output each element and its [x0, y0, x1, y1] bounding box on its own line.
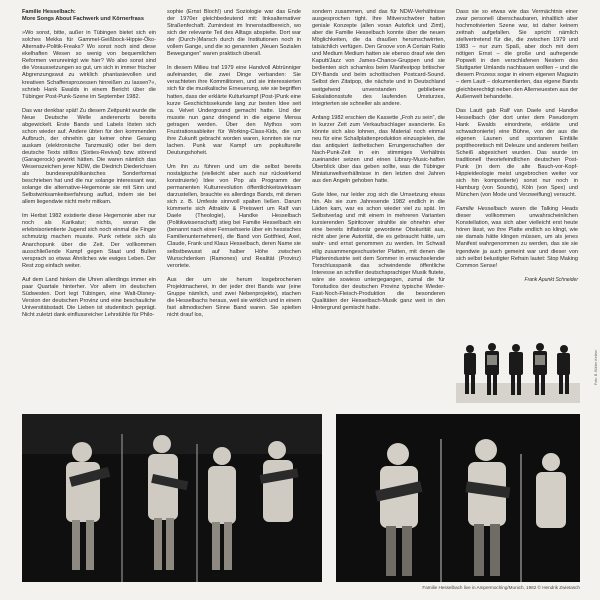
article-column-2: [167, 9, 301, 319]
article-column-3: [312, 9, 445, 312]
paragraph: Aus der um sie herum losgebrochenen Projektmacherei, in der jeder drei Bands war (eine Gruppe nämlich, und zwei Nebenprojekte), stachen die Hesselbachs heraus, weil sie wirklich und in einem fast altmodischen Sinne Band waren. Sie spielten nicht drauf los,: [167, 276, 301, 318]
paragraph: sophie (Ernst Bloch!) und Soziologie war das Ende der 1970er gleichbedeutend mit: linksalternativer Straßenfechaft. Zumindest im Innenstadtbereich, wo sich der relevante Teil des Alltags abspielte. Dort war der (Durch-)Marsch durch die Institutionen noch in vollem Gange, und die so genannten „Neuen Sozialen Bewegungen“ waren praktisch überall.: [167, 9, 301, 58]
paragraph: »Wo sonst, bitte, außer in Tübingen bietet sich ein solches Mekka für Gammel-Geißbock-Hippie-Öko-Alternativ-Politik-Freaks? Wo sonst noch sind diese ekelhaften Wesen so wenig von bequemlichen Reformen verunreinigt wie hier? Wo also sonst sind die Voraussetzungen so gut, um sich in immer frischer Abgrenzungswut zu wirklich phantasievollen und kreativen Schaffensprozessen hinreißen zu lassen?«, schrieb Hank Ewalds in einem Bericht über die Tübinger Post-Punk-Szene im September 1982.: [22, 30, 156, 100]
live-concert-photo-right-graphic: [336, 414, 580, 582]
paragraph: Das Lautt gab Ralf van Daele und Handke Hesselbach (der dort unter dem Pseudonym Hank Ewalds einordnete, erklärte und schwadronierte) eine Bühne, von der aus die eigenen Launen und spontanen Einfälle popttheoretisch mit Deleuze und anderem heißen Scheiß abgesichert wurden. Das wurde im traditionell theoriefeindlichen deutschen Post-Punk (in dem die alte Bauch-vor-Kopf-Hippieideologie meist ungebrochen weiter vor sich hin kompostierte) sonst nur noch in Hamburg (von Sounds), Köln (von Spex) und München (von Mode und Verzweiflung) versucht.: [456, 107, 578, 199]
band-name-emphasis: Familie Hesselbach: [456, 206, 507, 213]
author-credit: Frank Apunkt Schneider: [524, 276, 578, 283]
band-group-photo-graphic: [456, 333, 580, 403]
paragraph: Im Herbst 1982 existierte diese Hegemonie aber nur noch als Karikatur; nichts, woran die erlebnisorientierte Jugend sich noch einmal die Finger schmutzig machen musste. Punk rettete sich als Anarchopunk über die Zeit. Der vollkommen ausschließende Kampf gegen Staat und Bullen versprach so etwas Ähnliches wie ewiges Leben. Der Rest zog einfach weiter.: [22, 213, 156, 269]
photo-credit-vertical: Foto: B. Bühler-Kellner: [594, 349, 598, 385]
paragraph: Um ihn zu führen und um die selbst bereits nostalgische (vielleicht aber auch nur rückwirkend konstruierte) Idee von Pop als Programm der permanenten Kulturrevolution öffentlichkeitswirksam darzustellen, brauchte es allerdings Bands, mit denen sich z. B. Umfeste sinnvoll spalten ließen. Darum kümmerte sich Attraktiv & Preiswert um Ralf van Daele (Theologie), Handke Hesselbach (Politikwissenschaft) stieg bei Familie Hesselbach ein (benannt nach einer Fernsehserie über ein hessisches Familienunternehmen), die Band von Gottfried, Axel, Claude, Frank und Klaus Hesselbach, deren Name sie selbstbewusst auf halber Höhe zwischen Wunschdenken (Ramones) und Realität (Provinz) verortete.: [167, 163, 301, 269]
article-column-1: [22, 9, 156, 319]
paragraph: Auf dem Land hinken die Uhren allerdings immer ein paar Quartale hinterher. Vor allem im deutschen Südwesten. Dort legt Tübingen, eine Walt-Disney-Version der deutschen Provinz und eine beschauliche Universitätsstadt. Die Lieben ist studentisch geprägt. Nicht zuletzt dank einflussreicher Lehrstühle für Philo-: [22, 276, 156, 318]
paragraph-rest: waren die Talking Heads dieser vollkommen unwahrscheinlichen Konstellation, was sich aber vielleicht erst heute hören lässt, wo ihre Platte endlich so klingt, wie sie damals hätte klingen müssen, um als jenes Manifest wahrgenommen zu werden, das sie sie irgendwie ja auch gemeint war und dieser von sich selbst belustigter Refrain lautet: Stop Making Common Sense!: [456, 206, 578, 269]
article-column-4: [456, 9, 578, 284]
live-concert-photo-left: [22, 414, 322, 582]
band-group-photo: [456, 333, 580, 403]
paragraph: In diesem Milieu traf 1979 eine Handvoll Abtrünniger aufeinander, die zwei Dinge verbanden: Sie verachteten ihre Kommilitonen, und sie interessierten sich für die musikalische Erneuerung, wie sie begriffen hatten, dass der erklärte Kulturkampf (Post-)Punk eine kurze Geschichtssekunde lang zur besten Idee seit ca. Velvet Underground gemacht hatte. Und der musste nun ganz dringend in die eigene Mensa getragen werden. Über den Mythos vom Frustrationsableiter für Working-Class-Kids, die um ihre Zukunft gebracht worden waren, konnten sie nur lachen. Punk war Kampf um popkulturelle Deutungshoheit.: [167, 65, 301, 156]
article-title-line-2: More Songs About Fachwerk und Körnerfrass: [22, 16, 144, 23]
paragraph: [456, 206, 578, 269]
live-concert-photo-left-graphic: [22, 414, 322, 582]
live-concert-photo-right: [336, 414, 580, 582]
paragraph: Das war denkbar spät! Zu diesem Zeitpunkt wurde die Neue Deutsche Welle anderenorts bereits abgewickelt. Erste Bands und Labels lösten sich schon wieder auf. Andere übten für den kommenden Aufbruch, der ohnehin gar keiner ohne Gesang auskam (elektronische Tanzmusik) oder bei dem deutsche Texts stilllos (Sixties-Revival) bzw. störend (Garagerock) gewirkt hätten. Die waren nämlich das Wesenszeichen jener NDW, die Diedrich Diederichsen als bundesrepublikanisches Sonderformat beschrieben hat und die nur solange interessant war, solange die alternative-Hegemonie sie mit Sinn und Selbstwirksamkeitserfahrung auflud, indem sie bei allem liegendwie nicht mehr mitkam.: [22, 107, 156, 206]
article-title-line-1: Familie Hesselbach:: [22, 9, 76, 15]
paragraph: Gute Idee, nur leider zog sich die Umsetzung etwas hin. Als sie zum Jahresende 1982 endlich in die Läden kam, war es schon wieder viel zu spät. Im Selbstverlag und mit einem in mehreren Varianten kursierenden Spiritcover strahlte sie ohnehin eher eine bereits inflationär gewordene Obskurität aus, nicht aber jene Autorität, die es gebraucht hätte, um wahr- und ernst genommen zu werden. Im Schwall eilig zusammengeschusterter Platten, mit denen die Plattenindustrie seit dem Sommer in erwachselender Torschlusspanik das schwindende öffentliche Interesse an schriller deutschsprachiger Musik flutete, wäre sie sowieso untergegangen, zumal die für Tonstudios der deutschen Provinz typische Wieder-Fast-Noch-Fleisch-Produktion die besonderen Qualitäten der Hesselbach-Musik ganz weit in den Hintergrund gemischt hatte.: [312, 192, 445, 311]
paragraph: sondern zusammen, und das für NDW-Verhältnisse ausgesprochen tight. Ihre Mitverschwörer hatten geniale Konzepte (allen voran Autofick und Zimt), aber die Familie Hesselbach konnte über die neuen Möglichkeiten, die da draußen herumschwirrten, tatsächlich verfügen. Den Groove von A Certain Ratio und Medium Medium hatten sie ebenso drauf wie den Kaputt/Jazz von James-Chance-Gruppen und sie bedienten sich schamlos beim Manifestpop britischer DIY-Bands und beim schottischen Postcard-Sound. Selbst den Zitatpop, die nächste und in Deutschland weitgehend unverstanden gebliebene Eskalationsstufe des laufenden Umsturzes, integrierten sie schneller als andere.: [312, 9, 445, 107]
paragraph: Dass sie so etwas wie das Vermächtnis einer zwar personell überschaubaren, inhaltlich aber hochmotivierten Szene war, ist daher keinem zeitnah aufgefallen. Sie spricht nämlich stellvertretend für die, die zwischen 1979 und 1983 – nur zum Spaß, aber doch mit dem nötigen Ernst – die große und aufregende Popwelt in den verschlafenen Nestern des Stuttgarter Umlands nachbauen wollten – und die diesem Prozess sogar in einem eigenen Magazin – dem Lautt – dokumentierten, das eigene Bands gleichberechtigt neben den Allerneuesten aus der Außenwelt behandelte.: [456, 9, 578, 100]
article-title: [22, 9, 156, 23]
photo-caption: Familie Hesselbach live in Ampermoching/Munich, 1982 © Hendrik Zwietasch: [422, 585, 580, 590]
paragraph: Anfang 1982 erschien die Kassette „Froh zu sein“, die in kurzer Zeit zum Verkaufsschlager avancierte. Es könnte sich also lohnen, das Material noch einmal neu für eine Schallplattenproduktion einzuspielen, die das antiquiert ästhetischen Errungenschaften der Nach-Punk-Zeit in ein stimmiges Verhältnis zueinander setzen und einen Library-Music-haften Überblick über das geben sollte, was die Tübinger Miniaturweltverhältnisse in den letzten drei Jahren aus den Angeln gehoben hatte.: [312, 114, 445, 185]
